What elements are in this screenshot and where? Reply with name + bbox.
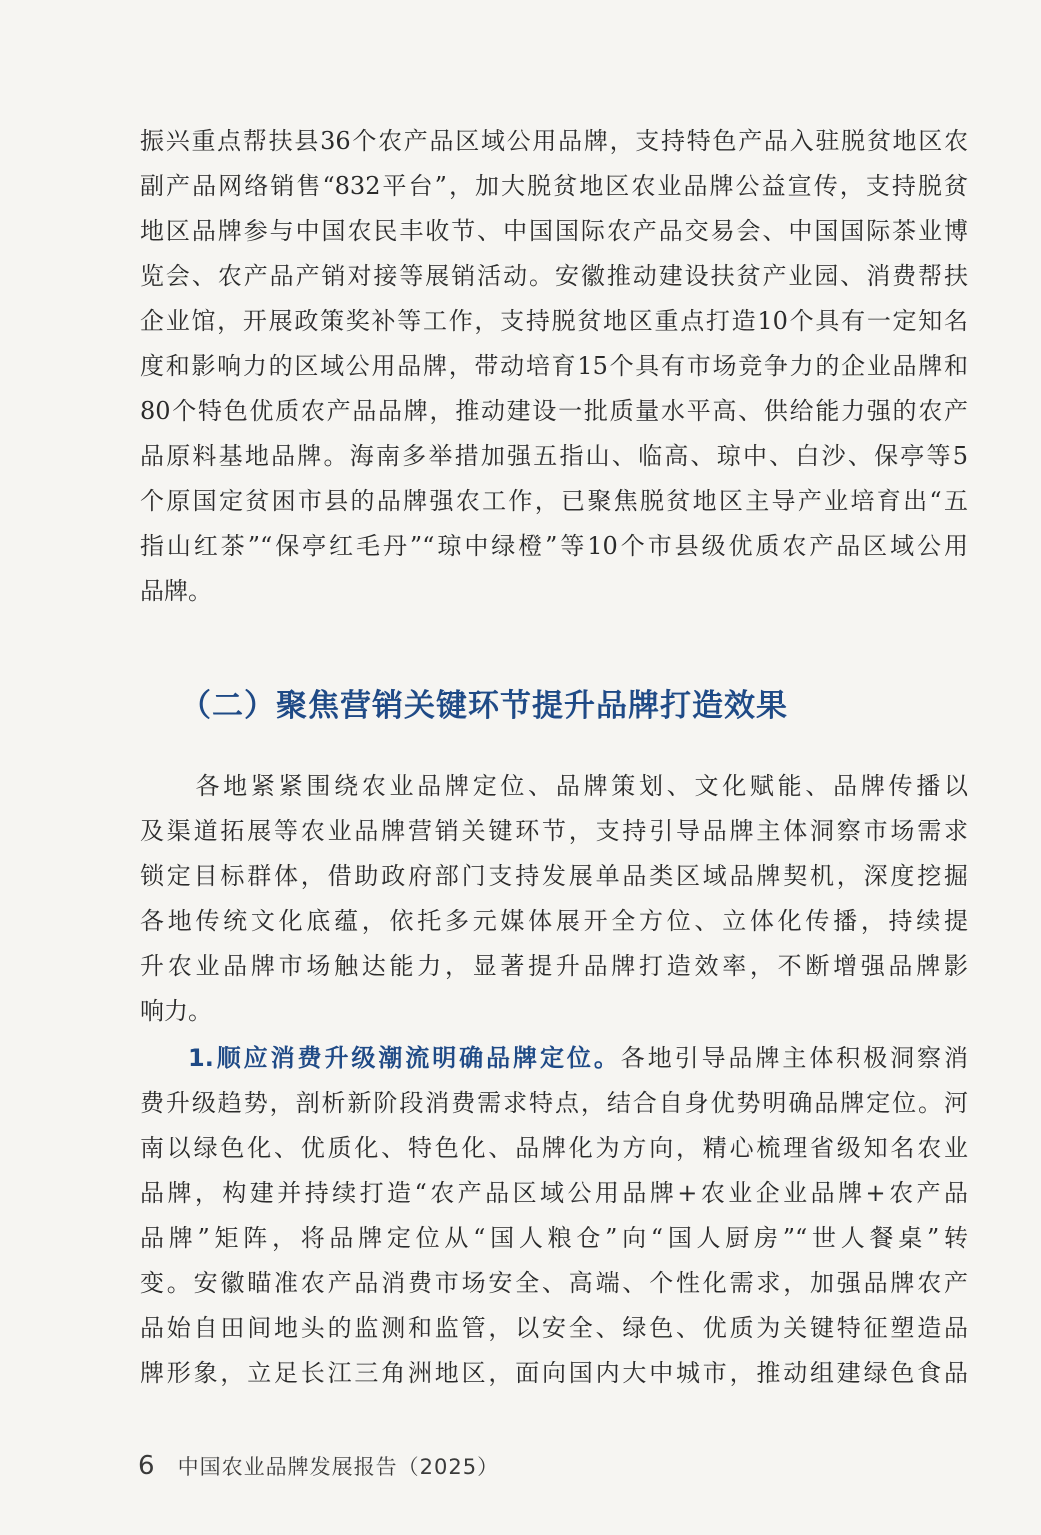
paragraph-line: 指山红茶”“保亭红毛丹”“琼中绿橙”等10个市县级优质农产品区域公用: [140, 532, 968, 560]
paragraph-line: 南以绿色化、优质化、特色化、品牌化为方向，精心梳理省级知名农业: [140, 1134, 968, 1162]
page-footer: [138, 1451, 499, 1491]
paragraph-line: 升农业品牌市场触达能力，显著提升品牌打造效率，不断增强品牌影: [140, 952, 968, 980]
paragraph-line: 副产品网络销售“832平台”，加大脱贫地区农业品牌公益宣传，支持脱贫: [140, 172, 968, 200]
paragraph-line: 各地紧紧围绕农业品牌定位、品牌策划、文化赋能、品牌传播以: [140, 772, 968, 800]
paragraph-line: 企业馆，开展政策奖补等工作，支持脱贫地区重点打造10个具有一定知名: [140, 307, 968, 335]
paragraph-line: 响力。: [140, 997, 212, 1025]
section-heading: （二）聚焦营销关键环节提升品牌打造效果: [180, 688, 788, 724]
page-number: 6: [138, 1451, 155, 1481]
paragraph-line: 品牌。: [140, 577, 212, 605]
paragraph-text: 各地引导品牌主体积极洞察消: [620, 1044, 968, 1072]
paragraph-line: 80个特色优质农产品品牌，推动建设一批质量水平高、供给能力强的农产: [140, 397, 968, 425]
paragraph-line: 地区品牌参与中国农民丰收节、中国国际农产品交易会、中国国际茶业博: [140, 217, 968, 245]
paragraph-line: 度和影响力的区域公用品牌，带动培育15个具有市场竞争力的企业品牌和: [140, 352, 968, 380]
paragraph-line: 费升级趋势，剖析新阶段消费需求特点，结合自身优势明确品牌定位。河: [140, 1089, 968, 1117]
paragraph-line: 品始自田间地头的监测和监管，以安全、绿色、优质为关键特征塑造品: [140, 1314, 968, 1342]
paragraph-line: 牌形象，立足长江三角洲地区，面向国内大中城市，推动组建绿色食品: [140, 1359, 968, 1387]
paragraph-line: 品牌，构建并持续打造“农产品区域公用品牌+农业企业品牌+农产品: [140, 1179, 968, 1207]
paragraph-line: 锁定目标群体，借助政府部门支持发展单品类区域品牌契机，深度挖掘: [140, 862, 968, 890]
paragraph-line: 个原国定贫困市县的品牌强农工作，已聚焦脱贫地区主导产业培育出“五: [140, 487, 968, 515]
book-title: 中国农业品牌发展报告（2025）: [177, 1455, 500, 1479]
paragraph-line: 各地传统文化底蕴，依托多元媒体展开全方位、立体化传播，持续提: [140, 907, 968, 935]
paragraph-line: 振兴重点帮扶县36个农产品区域公用品牌，支持特色产品入驻脱贫地区农: [140, 127, 968, 155]
paragraph-line: 览会、农产品产销对接等展销活动。安徽推动建设扶贫产业园、消费帮扶: [140, 262, 968, 290]
subsection-title: 1.顺应消费升级潮流明确品牌定位。: [188, 1044, 621, 1072]
paragraph-line: 变。安徽瞄准农产品消费市场安全、高端、个性化需求，加强品牌农产: [140, 1269, 968, 1297]
paragraph-line: 品牌”矩阵，将品牌定位从“国人粮仓”向“国人厨房”“世人餐桌”转: [140, 1224, 968, 1252]
paragraph-line: 品原料基地品牌。海南多举措加强五指山、临高、琼中、白沙、保亭等5: [140, 442, 968, 470]
paragraph-line: 及渠道拓展等农业品牌营销关键环节，支持引导品牌主体洞察市场需求: [140, 817, 968, 845]
paragraph-first-line: [140, 1042, 968, 1074]
